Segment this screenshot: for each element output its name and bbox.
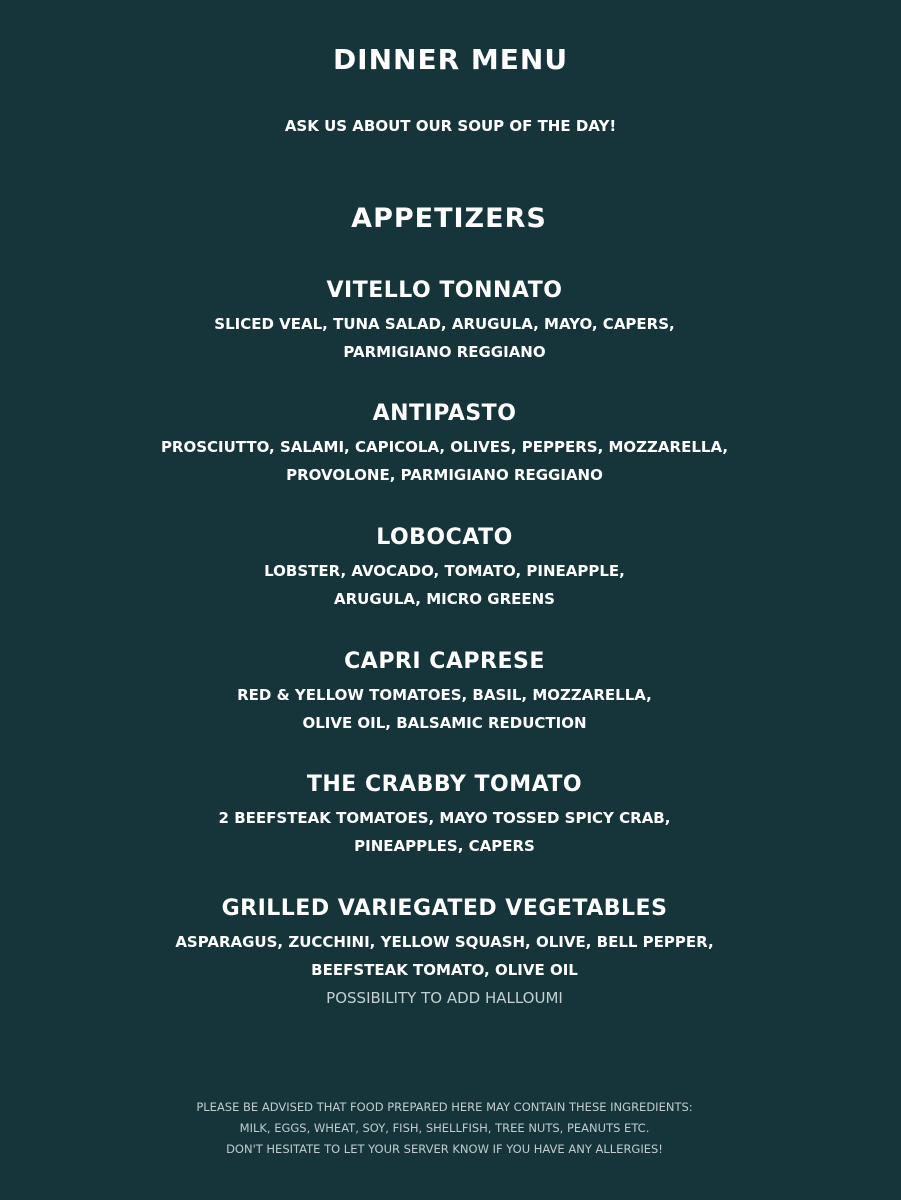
menu-item-description-line: 2 BEEFSTEAK TOMATOES, MAYO TOSSED SPICY CRAB,	[218, 809, 671, 827]
menu-item-description-line: OLIVE OIL, BALSAMIC REDUCTION	[302, 714, 587, 732]
menu-item-add-on-note: POSSIBILITY TO ADD HALLOUMI	[326, 989, 563, 1007]
menu-item-lobocato	[0, 523, 889, 613]
menu-item-name: ANTIPASTO	[372, 401, 517, 426]
menu-item-description	[0, 681, 889, 737]
menu-item-name: GRILLED VARIEGATED VEGETABLES	[221, 896, 668, 921]
menu-item-description-line: BEEFSTEAK TOMATO, OLIVE OIL	[311, 961, 578, 979]
menu-item-grilled-variegated-vegetables	[0, 894, 889, 1012]
menu-item-description	[0, 928, 889, 984]
menu-item-antipasto	[0, 399, 889, 489]
menu-item-description-line: LOBSTER, AVOCADO, TOMATO, PINEAPPLE,	[264, 562, 625, 580]
menu-item-capri-caprese	[0, 647, 889, 737]
menu-item-description-line: SLICED VEAL, TUNA SALAD, ARUGULA, MAYO, CAPERS,	[214, 315, 675, 333]
disclaimer-line: DON'T HESITATE TO LET YOUR SERVER KNOW IF YOU HAVE ANY ALLERGIES!	[226, 1142, 663, 1156]
section-title-appetizers: APPETIZERS	[351, 203, 547, 234]
menu-item-name: THE CRABBY TOMATO	[306, 772, 583, 797]
menu-title: DINNER MENU	[332, 43, 569, 76]
allergen-disclaimer	[0, 1097, 889, 1160]
menu-item-name: VITELLO TONNATO	[326, 278, 563, 303]
menu-item-description	[0, 310, 889, 366]
disclaimer-line: PLEASE BE ADVISED THAT FOOD PREPARED HERE MAY CONTAIN THESE INGREDIENTS:	[196, 1100, 693, 1114]
menu-item-description-line: ASPARAGUS, ZUCCHINI, YELLOW SQUASH, OLIVE, BELL PEPPER,	[175, 933, 714, 951]
menu-item-description-line: PROVOLONE, PARMIGIANO REGGIANO	[286, 466, 603, 484]
menu-item-the-crabby-tomato	[0, 770, 889, 860]
soup-of-the-day-note: ASK US ABOUT OUR SOUP OF THE DAY!	[284, 117, 617, 135]
menu-item-vitello-tonnato	[0, 276, 889, 366]
menu-item-name: CAPRI CAPRESE	[344, 649, 545, 674]
menu-item-name: LOBOCATO	[376, 525, 513, 550]
disclaimer-line: MILK, EGGS, WHEAT, SOY, FISH, SHELLFISH, TREE NUTS, PEANUTS ETC.	[239, 1121, 650, 1135]
menu-item-description	[0, 804, 889, 860]
menu-item-description-line: PROSCIUTTO, SALAMI, CAPICOLA, OLIVES, PEPPERS, MOZZARELLA,	[160, 438, 729, 456]
menu-item-description-line: ARUGULA, MICRO GREENS	[334, 590, 555, 608]
menu-item-description-line: PARMIGIANO REGGIANO	[343, 343, 546, 361]
menu-item-description-line: RED & YELLOW TOMATOES, BASIL, MOZZARELLA,	[237, 686, 652, 704]
menu-item-description	[0, 557, 889, 613]
menu-item-description-line: PINEAPPLES, CAPERS	[354, 837, 535, 855]
menu-item-description	[0, 433, 889, 489]
